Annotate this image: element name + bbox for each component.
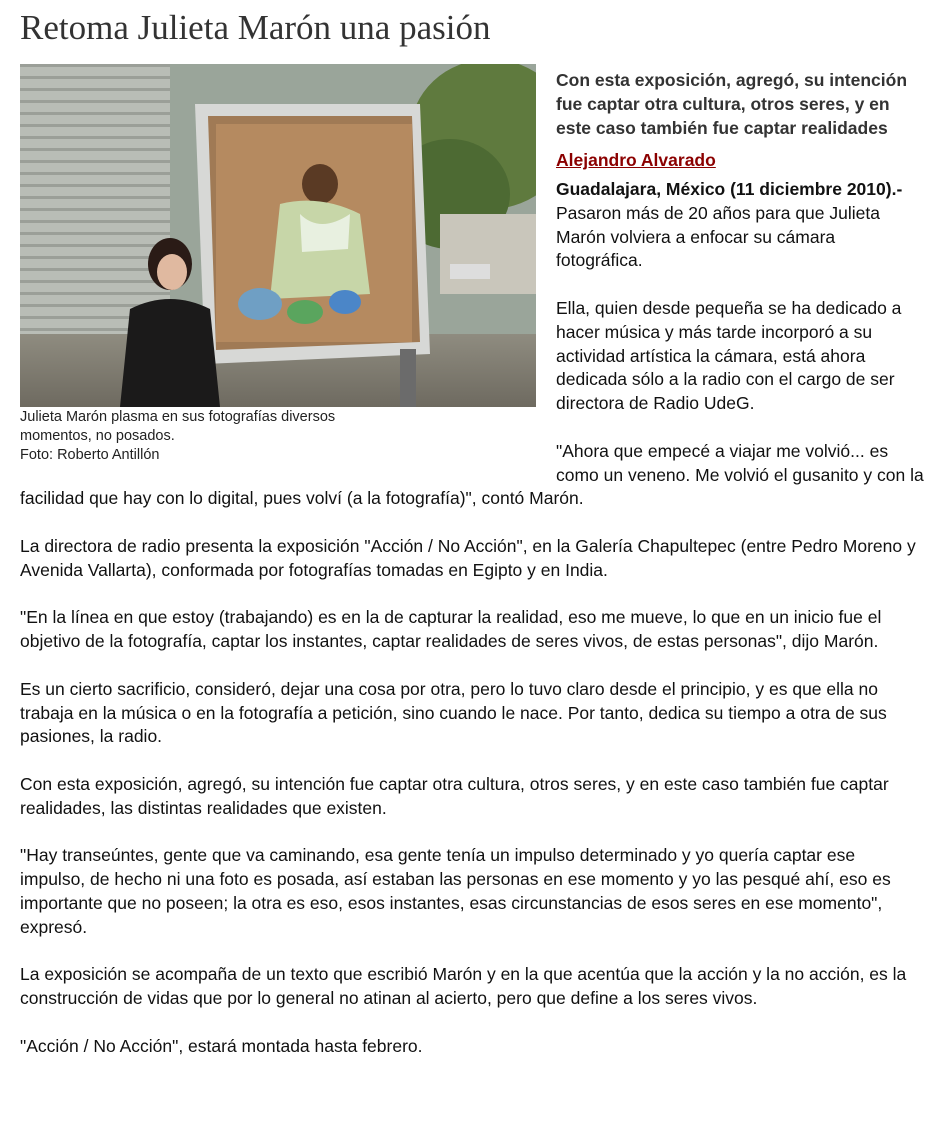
paragraph: Con esta exposición, agregó, su intención fue captar otra cultura, otros seres, y en este caso también fue captar realidades, las distintas realidades que existen. [20,773,889,818]
paragraph: "Hay transeúntes, gente que va caminando, esa gente tenía un impulso determinado y yo quería captar ese impulso, de hecho ni una foto es posada, así estaban las personas en ese momento y yo las pesqué ahí, eso es importante que no poseen; la otra es eso, esos instantes, esas circunstancias de esos seres en ese momento", expresó. [20,845,891,937]
dateline: Guadalajara, México (11 diciembre 2010).- [556,179,903,199]
paragraph: Ella, quien desde pequeña se ha dedicado a hacer música y más tarde incorporó a su actividad artística la cámara, está ahora dedicada sólo a la radio con el cargo de ser directora de Radio UdeG. [556,297,902,414]
paragraph: "En la línea en que estoy (trabajando) es en la de capturar la realidad, eso me mueve, lo que en un inicio fue el objetivo de la fotografía, captar los instantes, captar realidades de seres vivos, de estas personas", dijo Marón. [20,607,882,652]
author-link[interactable]: Alejandro Alvarado [556,150,716,170]
paragraph: La directora de radio presenta la exposición "Acción / No Acción", en la Galería Chapultepec (entre Pedro Moreno y Avenida Vallarta), conformada por fotografías tomadas en Egipto y en India. [20,535,916,580]
caption-credit: Foto: Roberto Antillón [20,447,160,463]
photo-caption [20,407,410,465]
article-deck: Con esta exposición, agregó, su intención fue captar otra cultura, otros seres, y en este caso también fue captar realidades [556,70,908,138]
paragraph: La exposición se acompaña de un texto que escribió Marón y en la que acentúa que la acción y la no acción, es la construcción de vidas que por lo general no atinan al acierto, pero que define a los seres vivos. [20,964,907,1009]
paragraph: "Ahora que empecé a viajar me volvió... es como un veneno. Me volvió el gusanito y con la facilidad que hay con lo digital, pues volví (a la fotografía)", contó Marón. [20,440,924,509]
paragraph: "Acción / No Acción", estará montada hasta febrero. [20,1035,423,1056]
article [20,0,925,1082]
paragraph-text: Pasaron más de 20 años para que Julieta Marón volviera a enfocar su cámara fotográfica. [556,202,880,271]
paragraph: Es un cierto sacrificio, consideró, dejar una cosa por otra, pero lo tuvo claro desde el principio, y es que ella no trabaja en la música o en la fotografía a petición, sino cuando le nace. Por tanto, dedica su tiempo a otra de sus pasiones, la radio. [20,678,887,747]
photo-figure [20,64,536,465]
headline: Retoma Julieta Marón una pasión [20,8,491,47]
caption-text: Julieta Marón plasma en sus fotografías diversos momentos, no posados. [20,409,336,444]
photo-woman-with-exhibition-panel-icon [20,64,536,407]
